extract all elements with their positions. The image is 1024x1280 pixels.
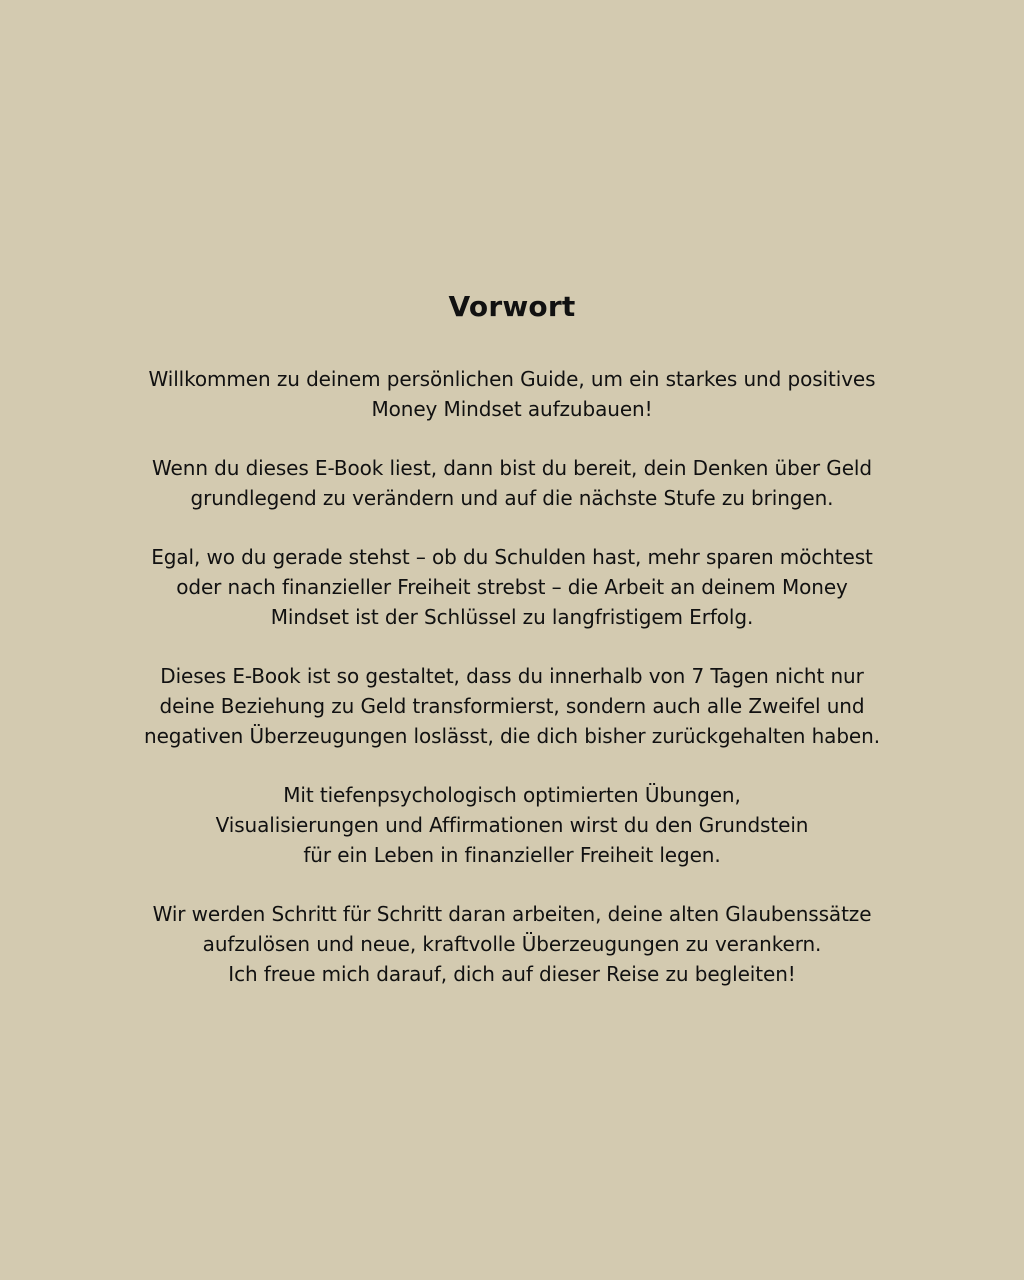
text-line: Wenn du dieses E-Book liest, dann bist du bereit, dein Denken über Geld (152, 456, 872, 480)
paragraph-exercises (60, 780, 964, 870)
paragraph-mindset-key (60, 542, 964, 632)
paragraph-welcome (60, 364, 964, 424)
text-line: Money Mindset aufzubauen! (371, 397, 653, 421)
text-line: aufzulösen und neue, kraftvolle Überzeugungen zu verankern. (202, 932, 822, 956)
text-line: für ein Leben in finanzieller Freiheit legen. (303, 843, 721, 867)
foreword-body (60, 364, 964, 1018)
text-line: negativen Überzeugungen loslässt, die dich bisher zurückgehalten haben. (144, 724, 880, 748)
page-title: Vorwort (448, 290, 576, 323)
text-line: Mit tiefenpsychologisch optimierten Übungen, (283, 783, 741, 807)
text-line: Egal, wo du gerade stehst – ob du Schulden hast, mehr sparen möchtest (151, 545, 873, 569)
text-line: grundlegend zu verändern und auf die nächste Stufe zu bringen. (190, 486, 834, 510)
text-line: Mindset ist der Schlüssel zu langfristigem Erfolg. (270, 605, 754, 629)
text-line: Ich freue mich darauf, dich auf dieser Reise zu begleiten! (228, 962, 796, 986)
text-line: Visualisierungen und Affirmationen wirst du den Grundstein (215, 813, 809, 837)
paragraph-seven-days (60, 661, 964, 751)
text-line: Willkommen zu deinem persönlichen Guide, um ein starkes und positives (148, 367, 876, 391)
text-line: oder nach finanzieller Freiheit strebst – die Arbeit an deinem Money (176, 575, 848, 599)
text-line: Wir werden Schritt für Schritt daran arbeiten, deine alten Glaubenssätze (152, 902, 872, 926)
paragraph-readiness (60, 453, 964, 513)
paragraph-step-by-step (60, 899, 964, 989)
text-line: deine Beziehung zu Geld transformierst, sondern auch alle Zweifel und (159, 694, 865, 718)
text-line: Dieses E-Book ist so gestaltet, dass du innerhalb von 7 Tagen nicht nur (160, 664, 864, 688)
